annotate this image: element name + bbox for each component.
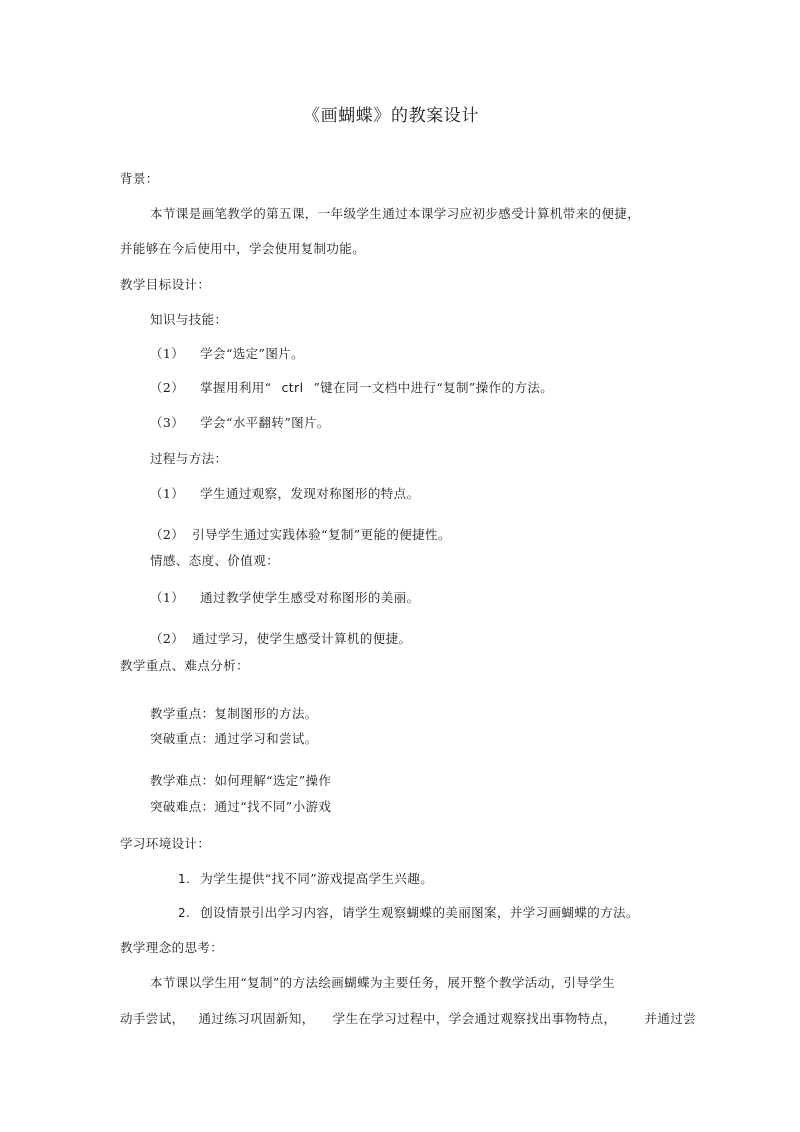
subheading-emotion: 情感、态度、价值观： [150,553,280,568]
item-number: （1） [150,486,185,501]
item-text: 引导学生通过实践体验“复制”更能的便捷性。 [192,527,451,542]
item-number: （2） [150,631,185,646]
philosophy-paragraph-line-2 [120,1011,696,1027]
emotion-item-2 [150,631,411,647]
item-text: 通过教学使学生感受对称图形的美丽。 [200,590,420,605]
section-heading-key-points: 教学重点、难点分析： [120,658,250,673]
key-focus-breakthrough: 突破重点：通过学习和尝试。 [150,731,318,746]
item-number: （2） [150,380,185,395]
key-focus: 教学重点：复制图形的方法。 [150,706,318,721]
key-difficulty: 教学难点：如何理解“选定”操作 [150,773,332,788]
section-heading-background: 背景： [120,171,159,186]
philosophy-paragraph-line-1: 本节课以学生用“复制”的方法绘画蝴蝶为主要任务，展开整个教学活动，引导学生 [150,975,616,990]
item-text-pre: 掌握用利用“ [200,380,272,395]
item-text: 学会“选定”图片。 [200,346,305,361]
background-paragraph-line-2: 并能够在今后使用中，学会使用复制功能。 [120,241,366,256]
text-segment: 通过练习巩固新知， [198,1011,315,1026]
section-heading-environment: 学习环境设计： [120,836,211,851]
section-heading-goals: 教学目标设计： [120,277,211,292]
item-text: 通过学习，使学生感受计算机的便捷。 [192,631,412,646]
text-segment: 并通过尝 [644,1011,697,1026]
item-number: （1） [150,346,185,361]
item-text: 为学生提供“找不同”游戏提高学生兴趣。 [200,871,434,886]
environment-item-2 [178,905,639,921]
text-segment: 学生在学习过程中，学会通过观察找出事物特点， [332,1011,617,1026]
page-title: 《画蝴蝶》的教案设计 [303,106,479,126]
item-text: 学生通过观察，发现对称图形的特点。 [200,486,420,501]
section-heading-philosophy: 教学理念的思考： [120,940,224,955]
text-segment: 动手尝试， [120,1011,185,1026]
subheading-process: 过程与方法： [150,451,228,466]
item-text: 创设情景引出学习内容，请学生观察蝴蝶的美丽图案，并学习画蝴蝶的方法。 [200,905,639,920]
item-number: （2） [150,527,185,542]
item-number: （1） [150,590,185,605]
process-item-2 [150,527,451,543]
key-difficulty-breakthrough: 突破难点：通过“找不同”小游戏 [150,799,332,814]
process-item-1 [150,486,419,502]
subheading-knowledge: 知识与技能： [150,312,228,327]
emotion-item-1 [150,590,419,606]
item-number: （3） [150,415,185,430]
item-number: 2. [178,906,191,920]
environment-item-1 [178,871,433,887]
knowledge-item-3 [150,415,330,431]
item-text: 学会“水平翻转”图片。 [200,415,330,430]
item-number: 1. [178,872,191,886]
knowledge-item-1 [150,346,304,362]
background-paragraph-line-1: 本节课是画笔教学的第五课，一年级学生通过本课学习应初步感受计算机带来的便捷， [150,206,641,221]
ctrl-key-label: ctrl [281,380,304,395]
item-text-post: ”键在同一文档中进行“复制”操作的方法。 [313,380,554,395]
knowledge-item-2 [150,380,553,396]
